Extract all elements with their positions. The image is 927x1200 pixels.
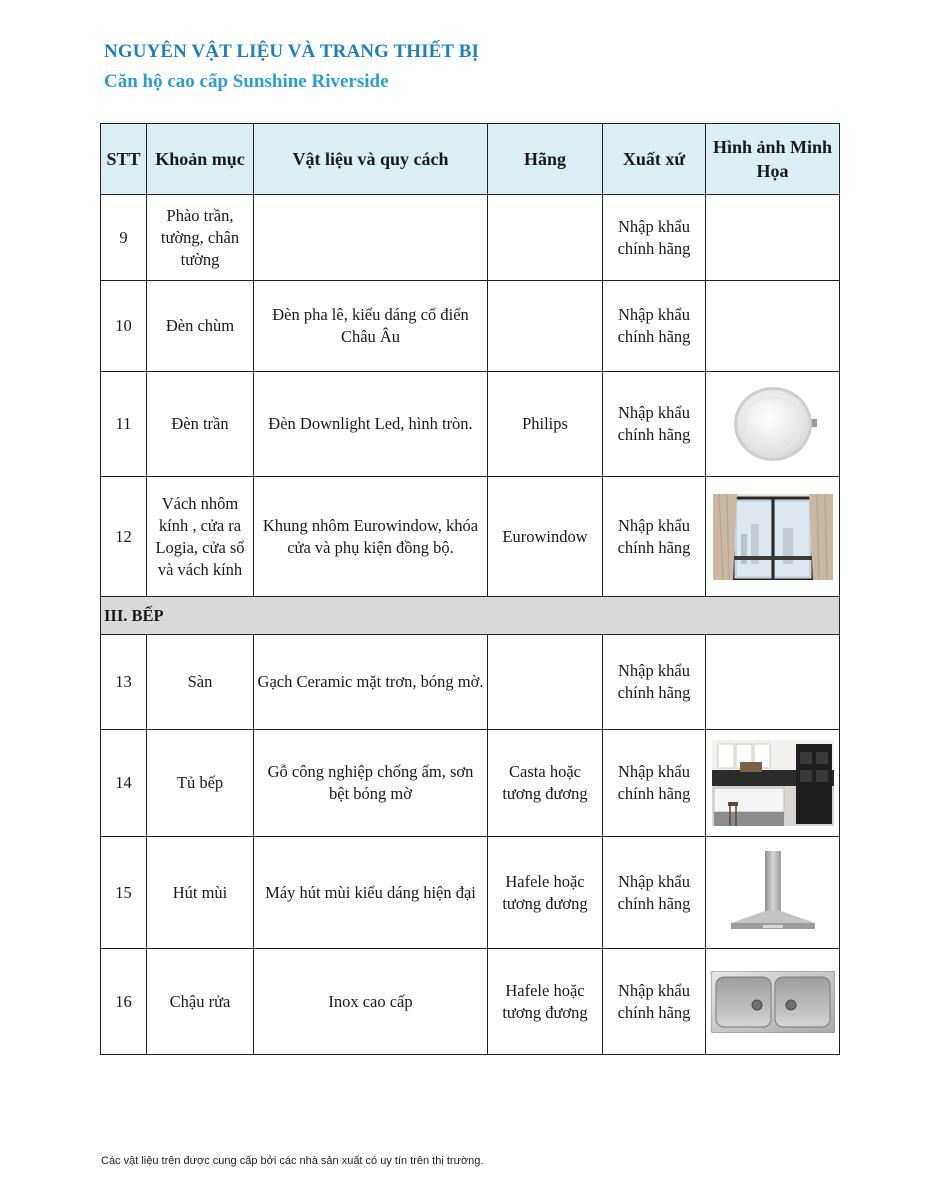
window-icon (713, 494, 833, 580)
range-hood-icon (723, 851, 823, 935)
table-row (101, 949, 840, 1055)
section-label: III. BẾP (101, 597, 840, 635)
cell-origin: Nhập khẩu chính hãng (603, 372, 706, 477)
document-title: NGUYÊN VẬT LIỆU VÀ TRANG THIẾT BỊ (104, 41, 479, 62)
cell-image (706, 949, 840, 1055)
cell-brand (488, 635, 603, 730)
cell-item: Phào trần, tường, chân tường (147, 195, 254, 281)
col-header-material: Vật liệu và quy cách (254, 124, 488, 195)
cell-material: Gỗ công nghiệp chống ẩm, sơn bệt bóng mờ (254, 730, 488, 837)
cell-item: Vách nhôm kính , cửa ra Logia, cửa sổ và vách kính (147, 477, 254, 597)
footer-note: Các vật liệu trên được cung cấp bởi các nhà sản xuất có uy tín trên thị trường. (101, 1155, 484, 1167)
table-row (101, 281, 840, 372)
cell-brand: Philips (488, 372, 603, 477)
cell-material: Khung nhôm Eurowindow, khóa cửa và phụ kiện đồng bộ. (254, 477, 488, 597)
cell-image (706, 195, 840, 281)
cell-item: Tủ bếp (147, 730, 254, 837)
col-header-origin: Xuất xứ (603, 124, 706, 195)
cell-image (706, 635, 840, 730)
cell-stt: 10 (101, 281, 147, 372)
cell-material: Gạch Ceramic mặt trơn, bóng mờ. (254, 635, 488, 730)
cell-stt: 12 (101, 477, 147, 597)
table-row (101, 635, 840, 730)
section-row-kitchen (101, 597, 840, 635)
cell-image (706, 372, 840, 477)
cell-stt: 11 (101, 372, 147, 477)
materials-table (100, 123, 840, 1055)
cell-brand: Hafele hoặc tương đương (488, 837, 603, 949)
table-row (101, 837, 840, 949)
sink-icon (711, 971, 835, 1033)
cell-stt: 13 (101, 635, 147, 730)
table-row (101, 195, 840, 281)
cell-origin: Nhập khẩu chính hãng (603, 949, 706, 1055)
cell-brand: Casta hoặc tương đương (488, 730, 603, 837)
cell-item: Sàn (147, 635, 254, 730)
cell-material: Máy hút mùi kiểu dáng hiện đại (254, 837, 488, 949)
cell-origin: Nhập khẩu chính hãng (603, 477, 706, 597)
cell-stt: 9 (101, 195, 147, 281)
table-row (101, 372, 840, 477)
col-header-stt: STT (101, 124, 147, 195)
cell-stt: 14 (101, 730, 147, 837)
kitchen-cabinet-icon (712, 740, 834, 826)
document-subtitle: Căn hộ cao cấp Sunshine Riverside (104, 71, 389, 92)
cell-stt: 15 (101, 837, 147, 949)
cell-item: Đèn chùm (147, 281, 254, 372)
cell-item: Hút mùi (147, 837, 254, 949)
cell-origin: Nhập khẩu chính hãng (603, 635, 706, 730)
col-header-brand: Hãng (488, 124, 603, 195)
cell-material: Inox cao cấp (254, 949, 488, 1055)
cell-brand (488, 281, 603, 372)
cell-image (706, 837, 840, 949)
cell-material (254, 195, 488, 281)
cell-origin: Nhập khẩu chính hãng (603, 195, 706, 281)
cell-material: Đèn pha lê, kiểu dáng cổ điển Châu Âu (254, 281, 488, 372)
col-header-image: Hình ảnh Minh Họa (706, 124, 840, 195)
cell-brand: Hafele hoặc tương đương (488, 949, 603, 1055)
cell-origin: Nhập khẩu chính hãng (603, 281, 706, 372)
cell-origin: Nhập khẩu chính hãng (603, 730, 706, 837)
cell-image (706, 477, 840, 597)
col-header-item: Khoản mục (147, 124, 254, 195)
downlight-icon (723, 379, 823, 469)
cell-origin: Nhập khẩu chính hãng (603, 837, 706, 949)
cell-item: Đèn trần (147, 372, 254, 477)
cell-material: Đèn Downlight Led, hình tròn. (254, 372, 488, 477)
table-header-row (101, 124, 840, 195)
cell-image (706, 730, 840, 837)
cell-item: Chậu rửa (147, 949, 254, 1055)
cell-stt: 16 (101, 949, 147, 1055)
cell-brand: Eurowindow (488, 477, 603, 597)
table-row (101, 477, 840, 597)
cell-image (706, 281, 840, 372)
cell-brand (488, 195, 603, 281)
table-row (101, 730, 840, 837)
